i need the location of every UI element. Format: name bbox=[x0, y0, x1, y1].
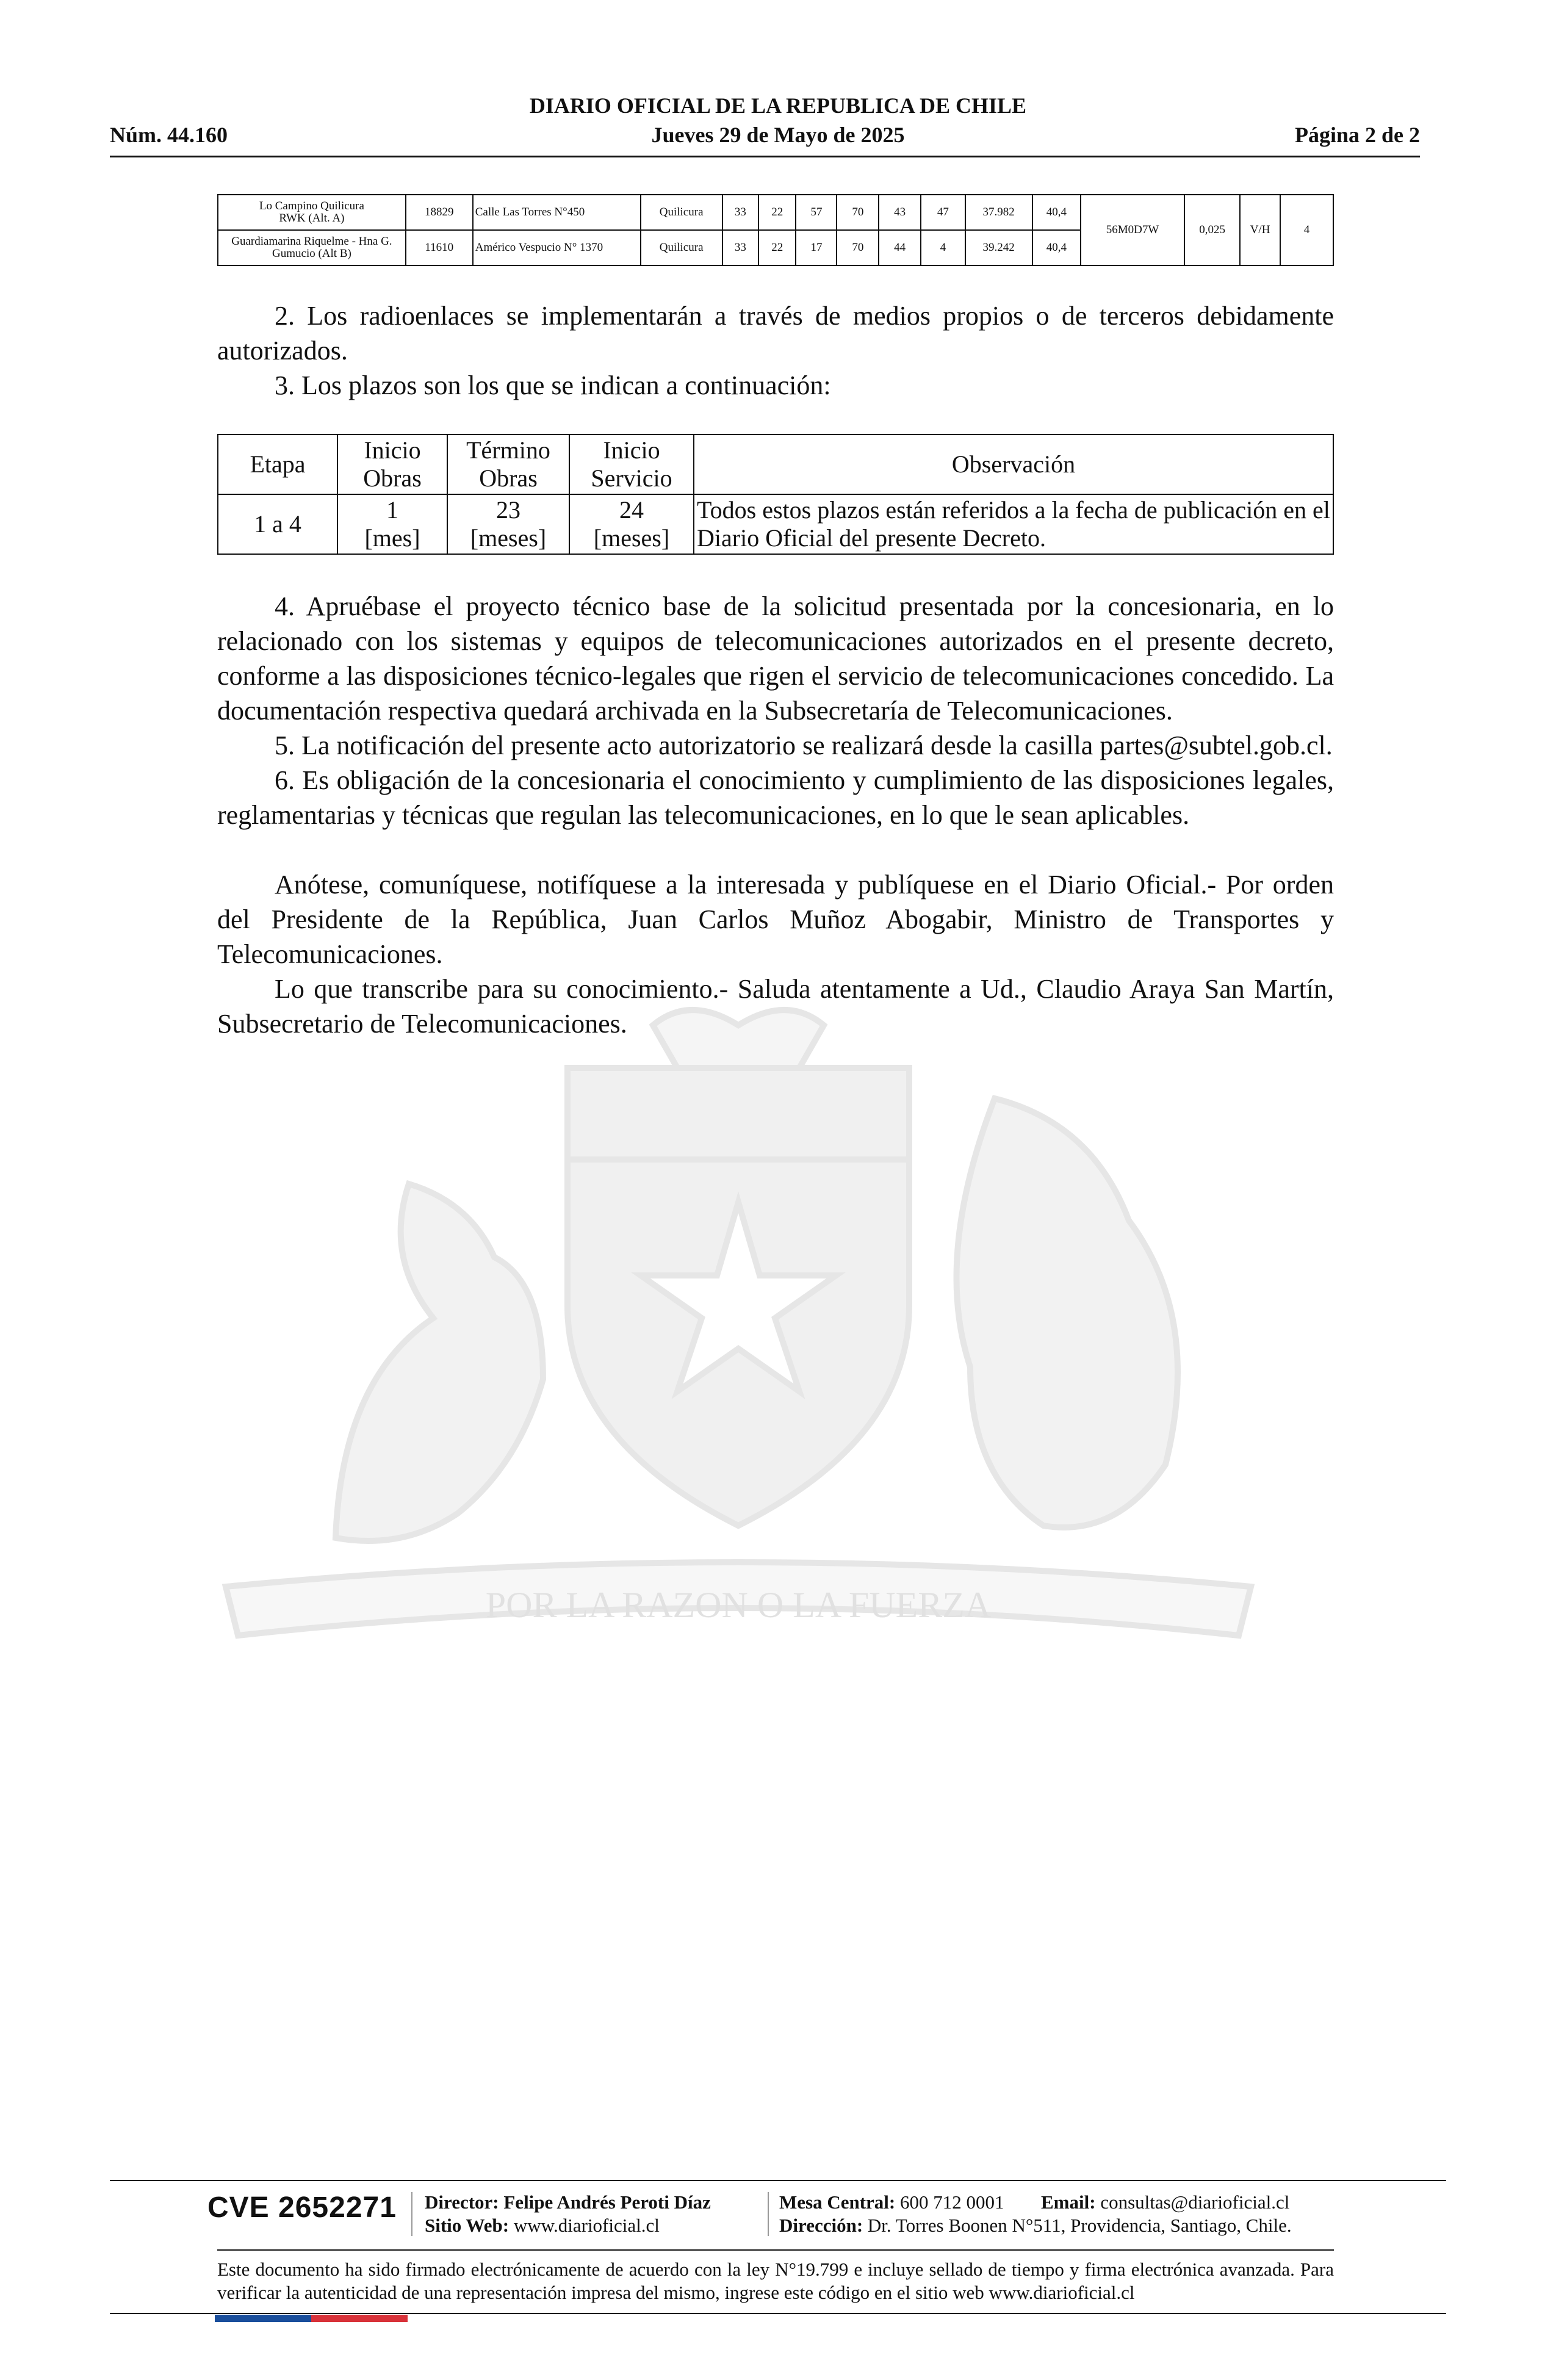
table-cell: 70 bbox=[837, 195, 879, 230]
footer-divider-top bbox=[110, 2180, 1446, 2181]
cell-unit: [meses] bbox=[593, 524, 670, 552]
header-divider bbox=[110, 156, 1420, 157]
flag-stripe-blue bbox=[215, 2315, 311, 2322]
table-header-row bbox=[218, 435, 1333, 494]
header-termino-obras bbox=[447, 435, 569, 494]
footer-email-block bbox=[1041, 2191, 1289, 2214]
decree-text-lower bbox=[217, 589, 1334, 1041]
header-inicio-obras bbox=[337, 435, 447, 494]
closing-paragraph-1: Anótese, comuníquese, notifíquese a la interesada y publíquese en el Diario Oficial.- Por orden del Presidente de la República, Juan Carlos Muñoz Abogabir, Ministro de Transportes y Telecomunicaciones. bbox=[217, 870, 1334, 969]
table-row bbox=[218, 494, 1333, 554]
paragraph-2: 2. Los radioenlaces se implementarán a través de medios propios o de terceros debidamente autorizados. bbox=[217, 301, 1334, 366]
mesa-label: Mesa Central: bbox=[779, 2191, 896, 2213]
cell-etapa: 1 a 4 bbox=[218, 494, 337, 554]
header-inicio-servicio bbox=[569, 435, 694, 494]
paragraph-6: 6. Es obligación de la concesionaria el conocimiento y cumplimiento de las disposiciones legales, reglamentarias y técnicas que regulan las telecomunicaciones, en lo que le sean aplicables. bbox=[217, 765, 1334, 830]
closing-paragraph-2: Lo que transcribe para su conocimiento.- Saluda atentamente a Ud., Claudio Araya San Martín, Subsecretario de Telecomunicaciones. bbox=[217, 974, 1334, 1039]
header-line: Inicio bbox=[364, 436, 421, 464]
footer-divider-mid bbox=[217, 2249, 1334, 2251]
cell-value: 23 bbox=[496, 496, 520, 524]
cell-unit: [meses] bbox=[470, 524, 547, 552]
table-cell: 22 bbox=[758, 230, 796, 265]
coat-of-arms-watermark bbox=[201, 1001, 1275, 1660]
table-cell: 57 bbox=[796, 195, 837, 230]
table-cell: 47 bbox=[921, 195, 965, 230]
header-line: Obras bbox=[479, 464, 538, 492]
issue-number: Núm. 44.160 bbox=[110, 123, 228, 147]
address-value: Dr. Torres Boonen N°511, Providencia, Santiago, Chile. bbox=[867, 2215, 1292, 2236]
footer-separator bbox=[411, 2192, 412, 2236]
table-cell: 44 bbox=[879, 230, 921, 265]
paragraph-4: 4. Apruébase el proyecto técnico base de la solicitud presentada por la concesionaria, en lo relacionado con los sistemas y equipos de telecomunicaciones autorizados en el presente decreto, conforme a las disposiciones técnico-legales que rigen el servicio de telecomunicaciones concedido. La documentación respectiva quedará archivada en la Subsecretaría de Telecomunicaciones. bbox=[217, 591, 1334, 726]
director-label: Director: bbox=[425, 2191, 499, 2213]
station-name: Guardiamarina Riquelme - Hna G. bbox=[231, 235, 392, 248]
cve-code: CVE 2652271 bbox=[207, 2191, 397, 2224]
director-name: Felipe Andrés Peroti Díaz bbox=[503, 2191, 711, 2213]
table-cell: 33 bbox=[722, 230, 759, 265]
station-address: Calle Las Torres N°450 bbox=[473, 195, 641, 230]
table-cell: 70 bbox=[837, 230, 879, 265]
station-address: Américo Vespucio N° 1370 bbox=[473, 230, 641, 265]
header-line: Obras bbox=[363, 464, 422, 492]
station-code: 18829 bbox=[406, 195, 473, 230]
station-commune: Quilicura bbox=[641, 230, 722, 265]
header-line: Término bbox=[466, 436, 550, 464]
station-cell bbox=[218, 230, 406, 265]
table-cell: 4 bbox=[921, 230, 965, 265]
flag-stripe-red bbox=[311, 2315, 408, 2322]
table-cell: 40,4 bbox=[1032, 195, 1081, 230]
table-row bbox=[218, 195, 1333, 230]
table-cell: 39.242 bbox=[965, 230, 1032, 265]
cell-observacion: Todos estos plazos están referidos a la fecha de publicación en el Diario Oficial del presente Decreto. bbox=[694, 494, 1333, 554]
header-etapa: Etapa bbox=[218, 435, 337, 494]
newspaper-title: DIARIO OFICIAL DE LA REPUBLICA DE CHILE bbox=[529, 93, 1027, 118]
footer-director-block bbox=[425, 2191, 711, 2237]
header-line: Inicio bbox=[603, 436, 660, 464]
polarization-value: V/H bbox=[1240, 195, 1280, 265]
table-cell: 33 bbox=[722, 195, 759, 230]
mesa-value: 600 712 0001 bbox=[900, 2191, 1004, 2213]
address-label: Dirección: bbox=[779, 2215, 863, 2236]
station-alt: Gumucio (Alt B) bbox=[272, 247, 351, 260]
radio-link-table bbox=[217, 194, 1334, 266]
footer-separator bbox=[768, 2192, 769, 2236]
email-link[interactable]: consultas@diarioficial.cl bbox=[1100, 2191, 1290, 2213]
deadlines-table bbox=[217, 434, 1334, 555]
paragraph-gap bbox=[217, 832, 1334, 867]
power-value: 0,025 bbox=[1184, 195, 1240, 265]
cell-value: 24 bbox=[619, 496, 644, 524]
footer-divider-bottom bbox=[110, 2313, 1446, 2314]
antenna-count: 4 bbox=[1280, 195, 1333, 265]
issue-date: Jueves 29 de Mayo de 2025 bbox=[651, 123, 905, 147]
table-cell: 37.982 bbox=[965, 195, 1032, 230]
cell-inicio-servicio bbox=[569, 494, 694, 554]
table-cell: 17 bbox=[796, 230, 837, 265]
cell-termino-obras bbox=[447, 494, 569, 554]
email-label: Email: bbox=[1041, 2191, 1096, 2213]
paragraph-5: 5. La notificación del presente acto autorizatorio se realizará desde la casilla partes@subtel.gob.cl. bbox=[275, 730, 1333, 760]
cell-value: 1 bbox=[386, 496, 398, 524]
table-cell: 40,4 bbox=[1032, 230, 1081, 265]
station-alt: RWK (Alt. A) bbox=[279, 212, 345, 225]
station-code: 11610 bbox=[406, 230, 473, 265]
site-link[interactable]: www.diarioficial.cl bbox=[513, 2215, 660, 2236]
station-commune: Quilicura bbox=[641, 195, 722, 230]
station-cell bbox=[218, 195, 406, 230]
signature-notice: Este documento ha sido firmado electrónicamente de acuerdo con la ley N°19.799 e incluye sellado de tiempo y firma electrónica avanzada. Para verificar la autenticidad de una representación impresa del mismo, ingrese este código en el sitio web www.diarioficial.cl bbox=[217, 2259, 1334, 2303]
table-cell: 43 bbox=[879, 195, 921, 230]
table-cell: 22 bbox=[758, 195, 796, 230]
emission-designator: 56M0D7W bbox=[1081, 195, 1184, 265]
header-line: Servicio bbox=[591, 464, 672, 492]
decree-text-upper bbox=[217, 298, 1334, 403]
cell-inicio-obras bbox=[337, 494, 447, 554]
paragraph-3: 3. Los plazos son los que se indican a continuación: bbox=[275, 370, 831, 400]
site-label: Sitio Web: bbox=[425, 2215, 510, 2236]
watermark-motto: POR LA RAZON O LA FUERZA bbox=[485, 1585, 992, 1625]
station-name: Lo Campino Quilicura bbox=[259, 200, 364, 212]
cell-unit: [mes] bbox=[364, 524, 420, 552]
header-observacion: Observación bbox=[694, 435, 1333, 494]
page-indicator: Página 2 de 2 bbox=[1294, 123, 1420, 147]
